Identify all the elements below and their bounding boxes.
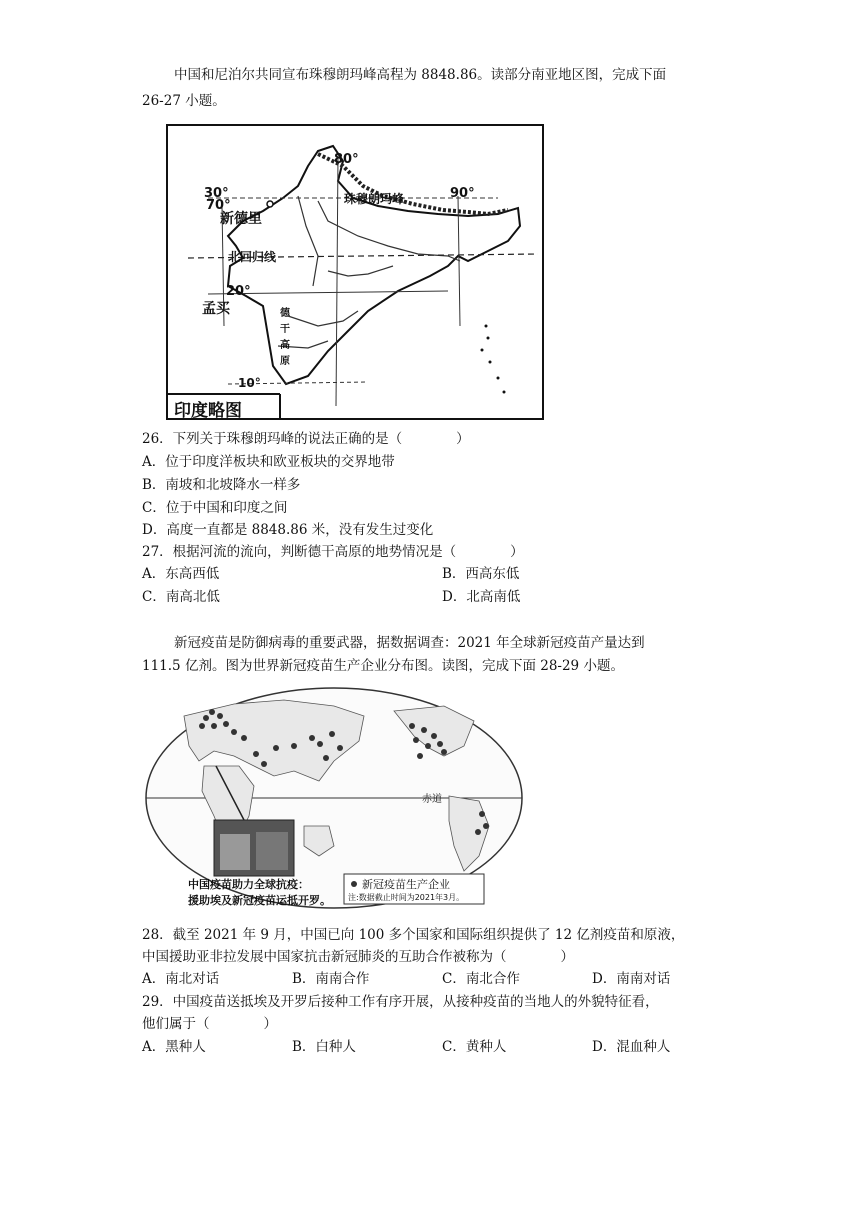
q29-option-d: D．混血种人	[592, 1039, 671, 1055]
india-map-drawing	[168, 126, 542, 418]
q27-option-d: D．北高南低	[442, 589, 521, 605]
q29-option-b: B．白种人	[292, 1039, 356, 1055]
map-label-tropic: 北回归线	[228, 250, 277, 264]
map-label-80: 80°	[334, 152, 359, 167]
q26-option-a: A．位于印度洋板块和欧亚板块的交界地带	[142, 454, 395, 470]
q28-stem-line1: 28．截至 2021 年 9 月，中国已向 100 多个国家和国际组织提供了 12 亿剂疫苗和原液，	[142, 927, 685, 943]
section1-intro-line1: 中国和尼泊尔共同宣布珠穆朗玛峰高程为 8848.86。读部分南亚地区图，完成下面	[174, 67, 667, 83]
q26-option-c: C．位于中国和印度之间	[142, 500, 288, 516]
q29-option-c: C．黄种人	[442, 1039, 507, 1055]
q27-option-a: A．东高西低	[142, 566, 220, 582]
map-label-deccan-4: 原	[280, 356, 290, 367]
map-label-new-delhi: 新德里	[220, 211, 262, 227]
map-label-30: 30°	[204, 186, 229, 201]
map-label-mumbai: 孟买	[202, 301, 230, 317]
map-label-deccan-2: 干	[280, 324, 290, 335]
map-label-10: 10°	[238, 376, 261, 390]
q26-stem: 26．下列关于珠穆朗玛峰的说法正确的是（ ）	[142, 431, 470, 447]
q28-option-d: D．南南对话	[592, 971, 671, 987]
equator-label: 赤道	[422, 794, 442, 805]
section2-intro-line1: 新冠疫苗是防御病毒的重要武器，据数据调查：2021 年全球新冠疫苗产量达到	[174, 635, 645, 651]
q26-option-d: D．高度一直都是 8848.86 米，没有发生过变化	[142, 522, 434, 538]
world-map-caption-line2: 援助埃及新冠疫苗运抵开罗。	[188, 894, 331, 907]
legend-note: 注:数据截止时间为2021年3月。	[348, 893, 465, 902]
q27-option-c: C．南高北低	[142, 589, 220, 605]
map-label-20: 20°	[226, 284, 251, 299]
india-map	[166, 124, 544, 420]
q28-option-a: A．南北对话	[142, 971, 220, 987]
q26-option-b: B．南坡和北坡降水一样多	[142, 477, 301, 493]
q29-option-a: A．黑种人	[142, 1039, 206, 1055]
section1-intro-line2: 26-27 小题。	[142, 93, 226, 109]
q29-stem-line2: 他们属于（ ）	[142, 1016, 277, 1032]
map-label-deccan-3: 高	[280, 340, 290, 351]
world-map-caption-line1: 中国疫苗助力全球抗疫：	[188, 878, 309, 891]
q27-option-b: B．西高东低	[442, 566, 520, 582]
india-map-title: 印度略图	[174, 401, 242, 421]
q28-option-b: B．南南合作	[292, 971, 370, 987]
legend-label: 新冠疫苗生产企业	[362, 878, 450, 891]
q28-stem-line2: 中国援助亚非拉发展中国家抗击新冠肺炎的互助合作被称为（ ）	[142, 949, 574, 965]
q28-option-c: C．南北合作	[442, 971, 520, 987]
q27-stem: 27．根据河流的流向，判断德干高原的地势情况是（ ）	[142, 544, 524, 560]
map-label-70: 70°	[206, 198, 231, 213]
section2-intro-line2: 111.5 亿剂。图为世界新冠疫苗生产企业分布图。读图，完成下面 28-29 小题。	[142, 658, 624, 674]
map-label-deccan-1: 德	[280, 308, 290, 319]
world-map	[144, 686, 524, 910]
map-label-90: 90°	[450, 186, 475, 201]
q29-stem-line1: 29．中国疫苗送抵埃及开罗后接种工作有序开展，从接种疫苗的当地人的外貌特征看，	[142, 994, 659, 1010]
map-label-everest: 珠穆朗玛峰	[344, 192, 405, 206]
